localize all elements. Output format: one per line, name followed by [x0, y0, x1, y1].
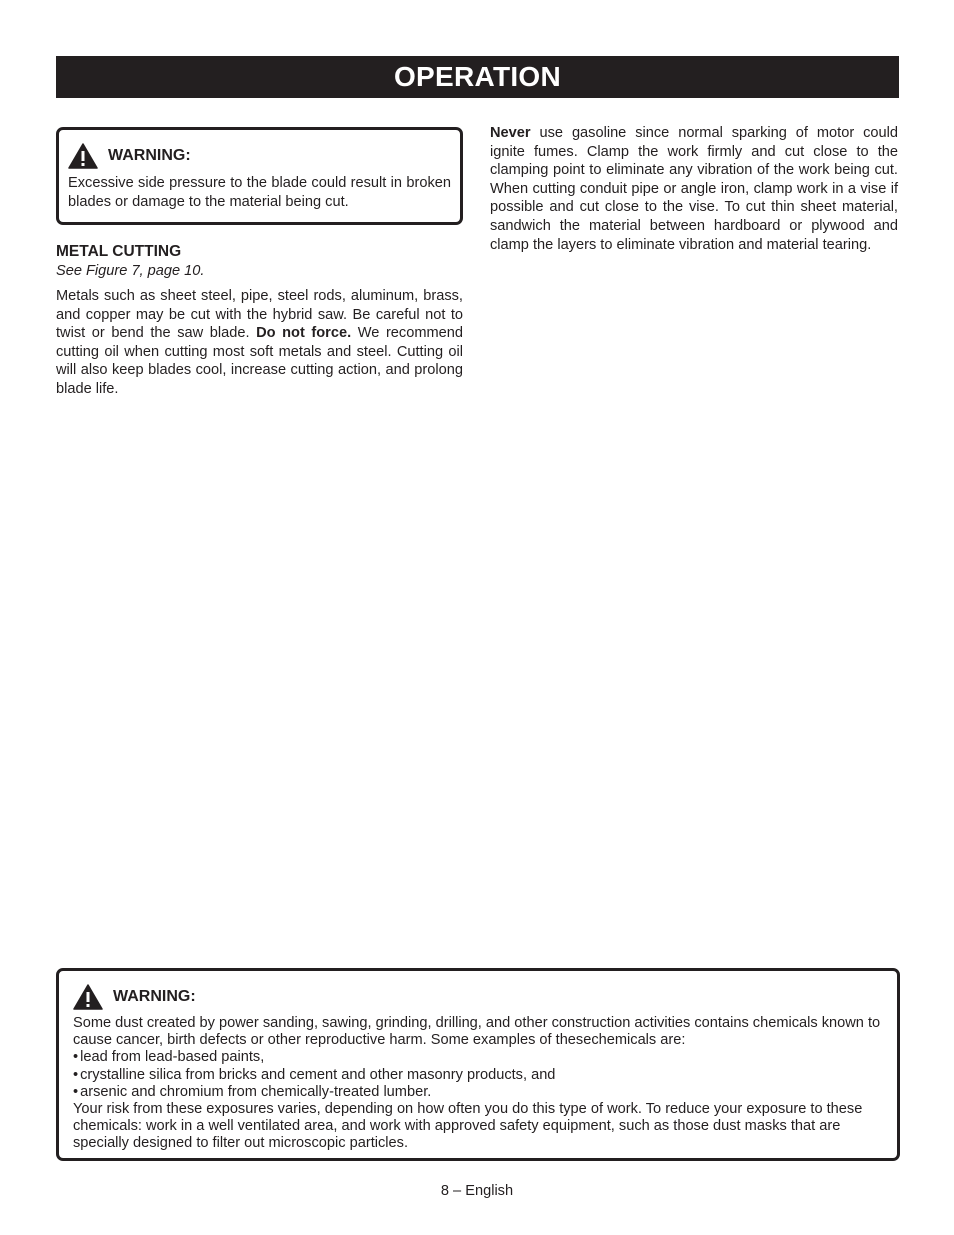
- paragraph-text: We recommend cutting oil when cutting most soft metals and steel. Cutting oil will also keep blades cool, increase cutting action, and prolong blade life.: [56, 325, 463, 397]
- list-item: • arsenic and chromium from chemically-treated lumber.: [73, 1084, 884, 1101]
- page-title: OPERATION: [393, 61, 562, 92]
- warning-outro: Your risk from these exposures varies, depending on how often you do this type of work. To reduce your exposure to these chemicals: work in a well ventilated area, and work with approved safety equipment, such as those dust masks that are specially designed to filter out microscopic particles.: [73, 1101, 863, 1152]
- chemical-examples-list: [73, 1049, 884, 1101]
- section-title-metal-cutting: METAL CUTTING: [56, 243, 182, 260]
- right-column: [490, 124, 898, 254]
- emphasis-text: Do not force.: [256, 325, 352, 342]
- figure-reference: See Figure 7, page 10.: [56, 263, 205, 279]
- warning-text: Excessive side pressure to the blade could result in broken blades or damage to the material being cut.: [68, 175, 451, 210]
- warning-label: WARNING:: [113, 988, 196, 1005]
- list-item: • crystalline silica from bricks and cement and other masonry products, and: [73, 1067, 884, 1084]
- warning-triangle-icon: [68, 143, 98, 169]
- paragraph-text: use gasoline since normal sparking of motor could ignite fumes. Clamp the work firmly and cut close to the clamping point to eliminate any vibration of the work being cut. When cutting conduit pipe or angle iron, clamp work in a vise if possible and cut close to the vise. To cut thin sheet material, sandwich the material between hardboard or plywood and clamp the layers to eliminate vibration and material tearing.: [490, 125, 898, 253]
- warning-intro: Some dust created by power sanding, sawing, grinding, drilling, and other construction activities contains chemicals known to cause cancer, birth defects or other reproductive harm. Some examples of thesechemicals are:: [73, 1015, 881, 1049]
- warning-header: [68, 141, 451, 171]
- list-item: • lead from lead-based paints,: [73, 1049, 884, 1066]
- warning-box-dust-chemicals: [56, 968, 900, 1161]
- emphasis-text: Never: [490, 125, 531, 141]
- section-header-bar: [56, 56, 899, 98]
- paragraph-text: Metals such as sheet steel, pipe, steel rods, aluminum, brass, and copper may be cut with the hybrid saw. Be careful not to twist or bend the saw blade.: [56, 288, 463, 342]
- warning-box-blade-pressure: [56, 127, 463, 225]
- page-footer: 8 – English: [440, 1183, 514, 1199]
- warning-triangle-icon: [73, 984, 103, 1010]
- gasoline-warning-paragraph: [490, 124, 898, 254]
- warning-label: WARNING:: [108, 147, 191, 164]
- warning-header: [73, 982, 884, 1012]
- left-column: [56, 127, 463, 399]
- metal-cutting-paragraph: [56, 287, 463, 399]
- warning-text: [73, 1015, 884, 1153]
